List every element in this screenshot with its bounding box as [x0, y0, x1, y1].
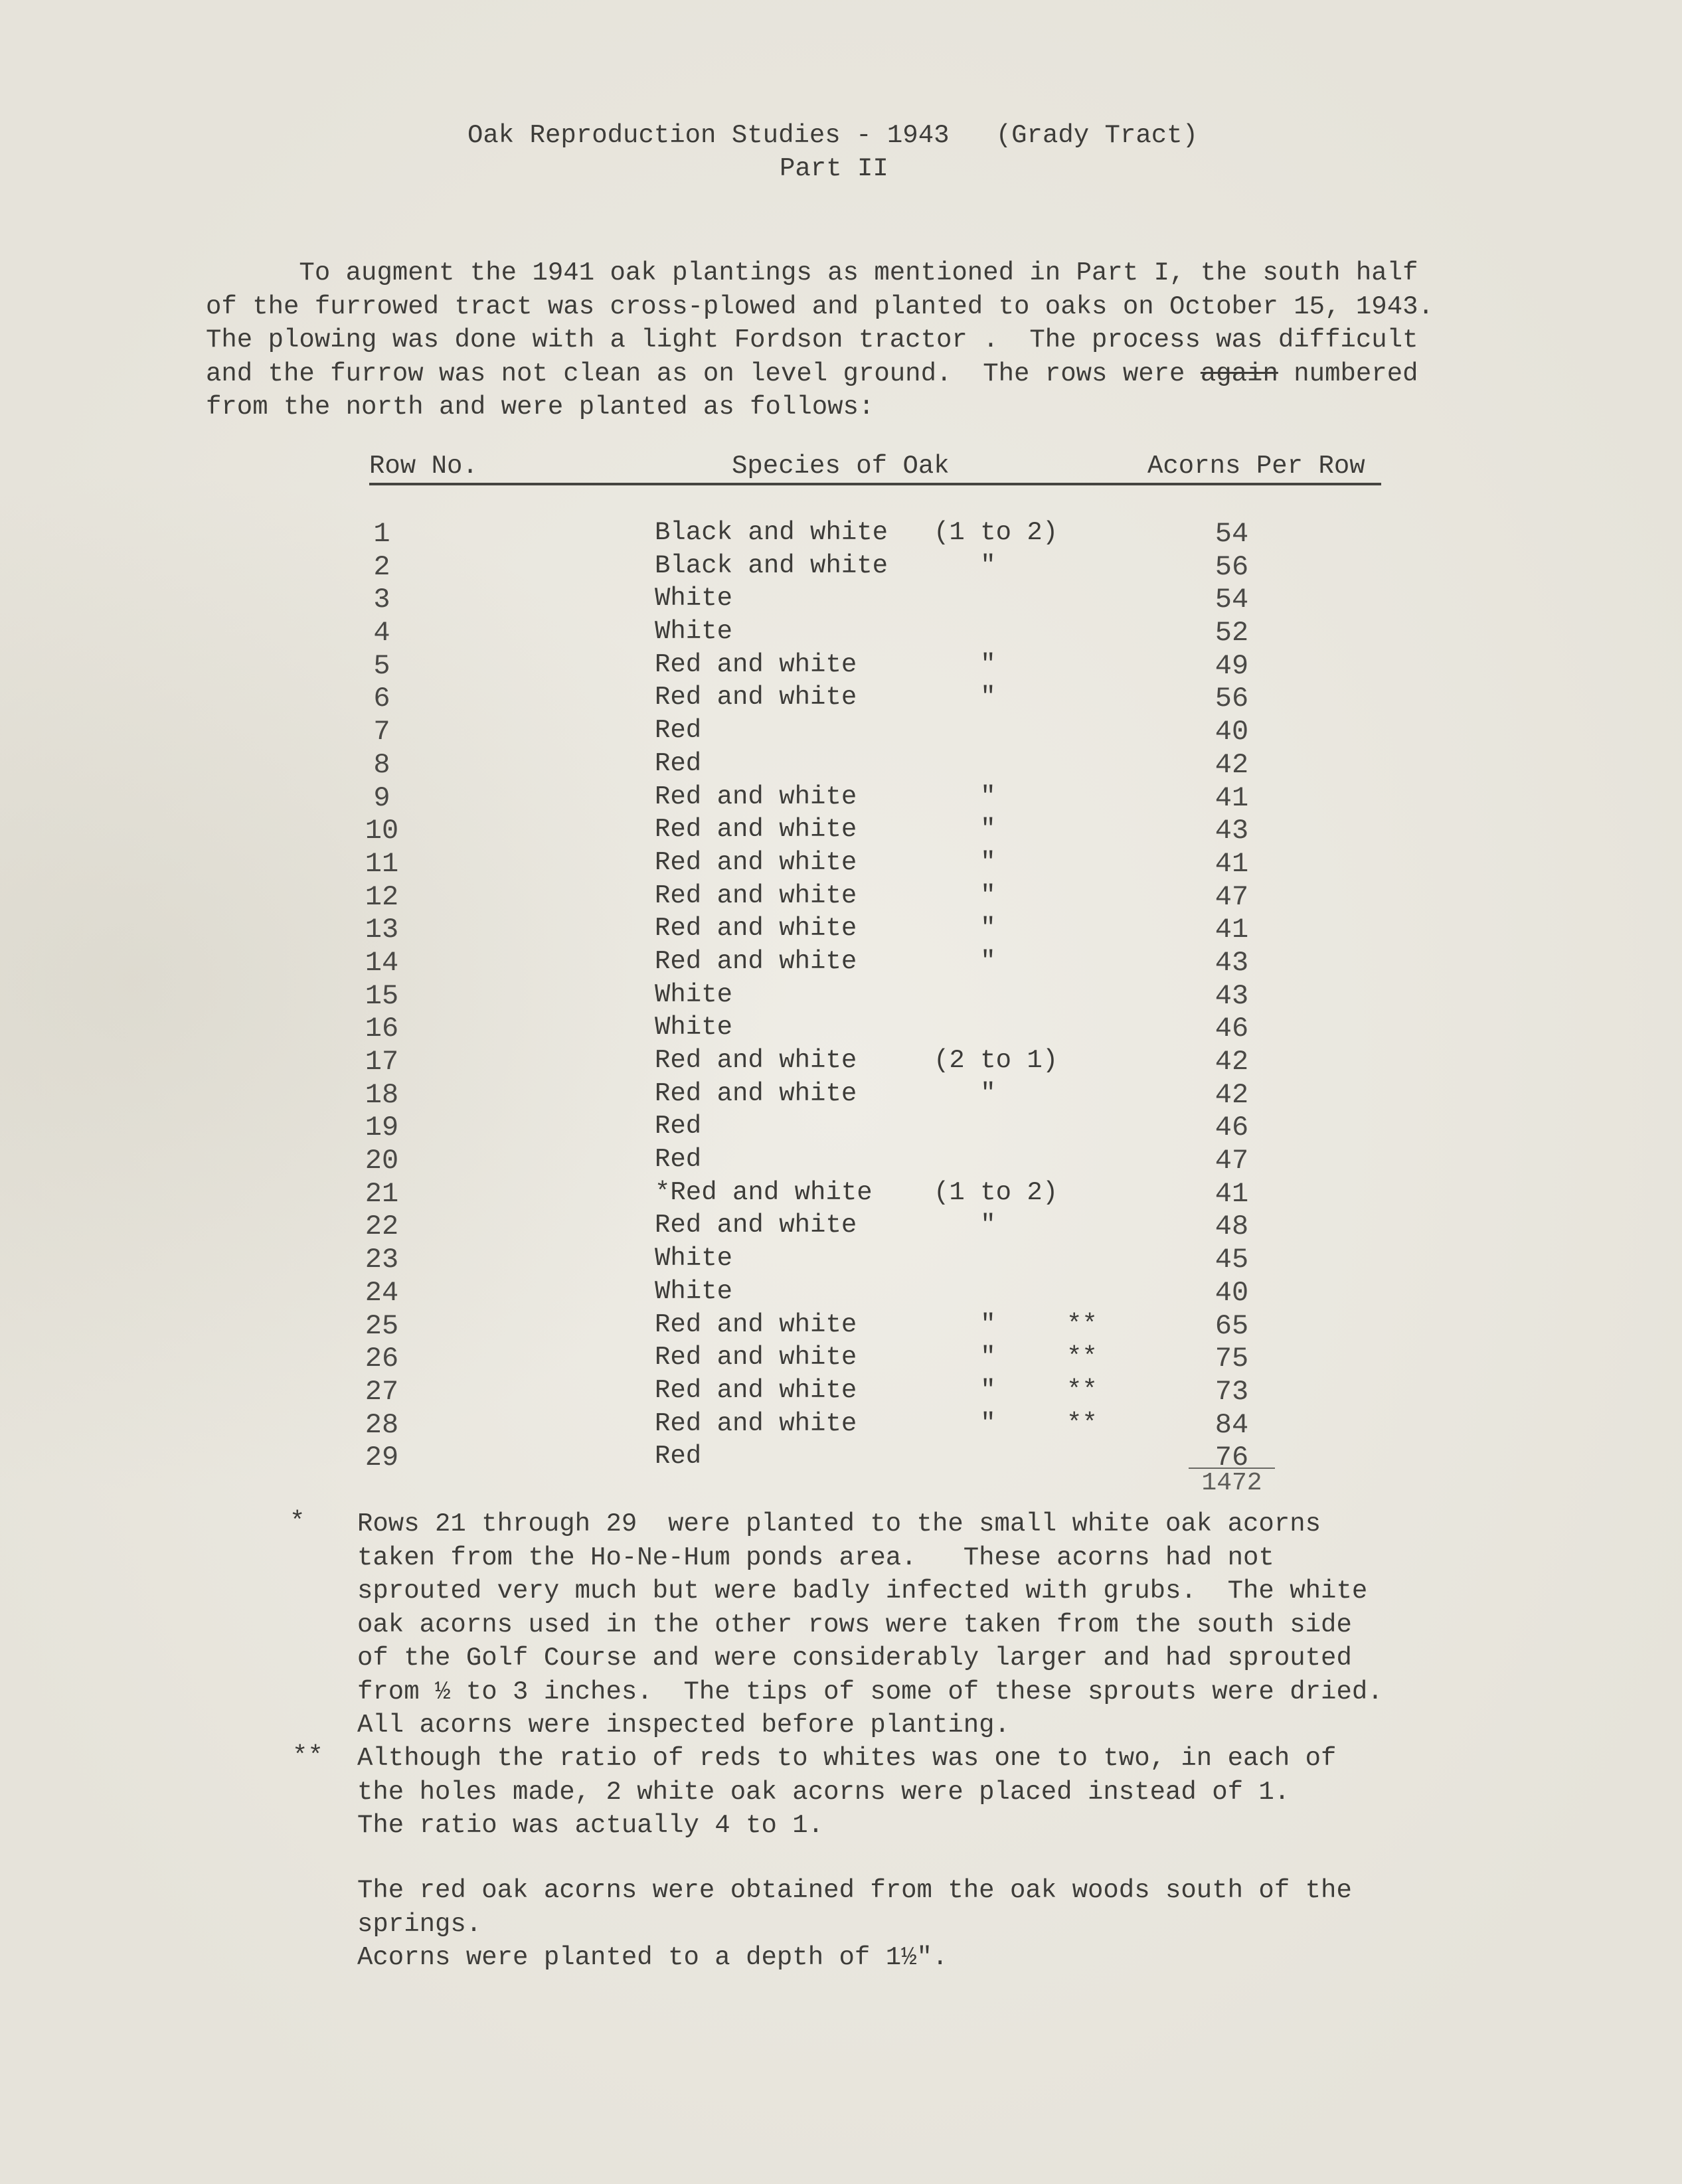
acorns-cell: 43: [1215, 815, 1249, 847]
note-line: the holes made, 2 white oak acorns were placed instead of 1.: [357, 1777, 1290, 1807]
row-number: 19: [365, 1112, 399, 1144]
table-row: [0, 782, 1682, 815]
ratio-cell: ": [934, 1375, 996, 1405]
note-line: All acorns were inspected before planting.: [357, 1711, 1010, 1740]
header-underline: [369, 483, 1381, 485]
row-number: 26: [365, 1343, 399, 1375]
row-number: 7: [373, 716, 390, 748]
row-number: 3: [373, 584, 390, 616]
table-row: [0, 1211, 1682, 1244]
acorns-cell: 54: [1215, 584, 1249, 616]
table-row: [0, 1277, 1682, 1310]
row-number: 24: [365, 1276, 399, 1309]
ratio-cell: (2 to 1): [934, 1046, 1058, 1075]
row-number: 23: [365, 1244, 399, 1276]
species-cell: Black and white: [655, 518, 888, 547]
intro-line: To augment the 1941 oak plantings as mentioned in Part I, the south half: [206, 258, 1418, 288]
row-number: 2: [373, 550, 390, 583]
ratio-cell: ": [934, 550, 996, 580]
acorns-cell: 43: [1215, 946, 1249, 979]
ratio-cell: ": [934, 1211, 996, 1240]
species-cell: White: [655, 1276, 733, 1306]
document-title: Oak Reproduction Studies - 1943 (Grady Tract): [467, 121, 1198, 150]
table-row: [0, 1442, 1682, 1475]
acorns-cell: 41: [1215, 847, 1249, 880]
row-number: 18: [365, 1078, 399, 1111]
row-number: 17: [365, 1046, 399, 1078]
table-row: [0, 1046, 1682, 1079]
acorns-cell: 56: [1215, 683, 1249, 715]
table-row: [0, 947, 1682, 980]
acorns-cell: 40: [1215, 716, 1249, 748]
row-number: 20: [365, 1145, 399, 1177]
ratio-cell: ": [934, 847, 996, 877]
acorns-cell: 47: [1215, 1145, 1249, 1177]
ratio-cell: ": [934, 815, 996, 845]
row-number: 22: [365, 1211, 399, 1243]
intro-line: of the furrowed tract was cross-plowed and planted to oaks on October 15, 1943.: [206, 292, 1434, 321]
row-number: 9: [373, 782, 390, 814]
note-line: springs.: [357, 1909, 482, 1939]
note-line: The ratio was actually 4 to 1.: [357, 1811, 824, 1840]
intro-line: The plowing was done with a light Fordson tractor . The process was difficult: [206, 325, 1418, 355]
acorns-cell: 40: [1215, 1276, 1249, 1309]
row-number: 21: [365, 1177, 399, 1210]
species-cell: White: [655, 979, 733, 1009]
table-row: [0, 1409, 1682, 1442]
table-row: [0, 1310, 1682, 1343]
row-number: 6: [373, 683, 390, 715]
additional-notes: [357, 1874, 1352, 1975]
species-cell: Red and white: [655, 649, 857, 679]
species-cell: Red and white: [655, 1078, 857, 1108]
acorns-cell: 43: [1215, 979, 1249, 1012]
table-row: [0, 1013, 1682, 1046]
note-line: oak acorns used in the other rows were taken from the south side: [357, 1610, 1352, 1639]
note-line: The red oak acorns were obtained from the oak woods south of the: [357, 1876, 1352, 1905]
table-row: [0, 848, 1682, 881]
note-line: of the Golf Course and were considerably larger and had sprouted: [357, 1643, 1352, 1673]
intro-paragraph: [206, 256, 1501, 424]
acorns-cell: 52: [1215, 617, 1249, 649]
ratio-cell: ": [934, 1078, 996, 1108]
note-cell: **: [1066, 1408, 1098, 1438]
species-cell: Red and white: [655, 1375, 857, 1405]
footnote-mark-single: *: [290, 1507, 305, 1537]
species-cell: Red and white: [655, 1408, 857, 1438]
row-number: 15: [365, 979, 399, 1012]
table-row: [0, 617, 1682, 650]
acorns-cell: 54: [1215, 518, 1249, 550]
acorns-cell: 49: [1215, 649, 1249, 682]
species-cell: Red and white: [655, 815, 857, 845]
species-cell: Red and white: [655, 1211, 857, 1240]
acorns-cell: 76: [1215, 1442, 1249, 1474]
row-number: 25: [365, 1309, 399, 1342]
row-number: 29: [365, 1442, 399, 1474]
table-row: [0, 650, 1682, 683]
table-row: [0, 980, 1682, 1013]
ratio-cell: ": [934, 782, 996, 811]
note-line: Although the ratio of reds to whites was one to two, in each of: [357, 1744, 1337, 1773]
header-acorns: Acorns Per Row: [1147, 452, 1365, 481]
species-cell: *Red and white: [655, 1177, 873, 1207]
table-row: [0, 551, 1682, 584]
row-number: 28: [365, 1408, 399, 1441]
species-cell: Red: [655, 716, 702, 746]
note-cell: **: [1066, 1375, 1098, 1405]
row-number: 4: [373, 617, 390, 649]
species-cell: Black and white: [655, 550, 888, 580]
acorns-cell: 65: [1215, 1309, 1249, 1342]
row-number: 12: [365, 881, 399, 913]
species-cell: White: [655, 617, 733, 647]
species-cell: Red and white: [655, 1309, 857, 1339]
intro-text: and the furrow was not clean as on level ground. The rows were: [206, 359, 1201, 388]
note-cell: **: [1066, 1309, 1098, 1339]
species-cell: Red and white: [655, 946, 857, 976]
ratio-cell: ": [934, 914, 996, 944]
planting-table: [0, 518, 1682, 1475]
table-row: [0, 1079, 1682, 1112]
species-cell: Red and white: [655, 914, 857, 944]
table-row: [0, 683, 1682, 716]
acorns-cell: 42: [1215, 748, 1249, 781]
acorns-cell: 41: [1215, 914, 1249, 946]
species-cell: Red and white: [655, 782, 857, 811]
header-row-no: Row No.: [369, 452, 478, 481]
row-number: 5: [373, 649, 390, 682]
species-cell: Red: [655, 1442, 702, 1471]
struck-word: again: [1200, 359, 1278, 388]
species-cell: Red and white: [655, 881, 857, 910]
table-row: [0, 1145, 1682, 1178]
acorns-cell: 73: [1215, 1375, 1249, 1408]
table-row: [0, 1376, 1682, 1409]
note-line: taken from the Ho-Ne-Hum ponds area. These acorns had not: [357, 1543, 1274, 1572]
document-subtitle: Part II: [780, 154, 888, 183]
row-number: 14: [365, 946, 399, 979]
note-line: Rows 21 through 29 were planted to the small white oak acorns: [357, 1509, 1321, 1539]
intro-line: from the north and were planted as follows:: [206, 392, 875, 422]
row-number: 1: [373, 518, 390, 550]
table-row: [0, 1343, 1682, 1376]
acorns-cell: 48: [1215, 1211, 1249, 1243]
table-row: [0, 716, 1682, 749]
acorns-cell: 46: [1215, 1013, 1249, 1045]
species-cell: White: [655, 1244, 733, 1274]
table-row: [0, 518, 1682, 551]
note-line: from ½ to 3 inches. The tips of some of these sprouts were dried.: [357, 1677, 1383, 1707]
species-cell: Red: [655, 1145, 702, 1175]
note-cell: **: [1066, 1343, 1098, 1373]
ratio-cell: ": [934, 1343, 996, 1373]
acorns-cell: 56: [1215, 550, 1249, 583]
acorns-cell: 42: [1215, 1046, 1249, 1078]
acorns-cell: 75: [1215, 1343, 1249, 1375]
row-number: 16: [365, 1013, 399, 1045]
ratio-cell: (1 to 2): [934, 518, 1058, 547]
intro-line: [206, 357, 1501, 391]
row-number: 11: [365, 847, 399, 880]
ratio-cell: ": [934, 1408, 996, 1438]
intro-text: numbered: [1278, 359, 1418, 388]
table-row: [0, 1112, 1682, 1145]
ratio-cell: ": [934, 946, 996, 976]
acorns-cell: 46: [1215, 1112, 1249, 1144]
table-row: [0, 881, 1682, 914]
species-cell: Red: [655, 1112, 702, 1141]
acorns-cell: 47: [1215, 881, 1249, 913]
row-number: 10: [365, 815, 399, 847]
ratio-cell: ": [934, 649, 996, 679]
note-line: sprouted very much but were badly infected with grubs. The white: [357, 1576, 1368, 1606]
row-number: 27: [365, 1375, 399, 1408]
species-cell: Red and white: [655, 847, 857, 877]
species-cell: Red and white: [655, 683, 857, 713]
acorns-cell: 84: [1215, 1408, 1249, 1441]
species-cell: Red and white: [655, 1343, 857, 1373]
acorns-cell: 41: [1215, 1177, 1249, 1210]
acorns-cell: 45: [1215, 1244, 1249, 1276]
ratio-cell: ": [934, 881, 996, 910]
row-number: 13: [365, 914, 399, 946]
header-species: Species of Oak: [732, 452, 950, 481]
ratio-cell: (1 to 2): [934, 1177, 1058, 1207]
species-cell: White: [655, 584, 733, 614]
species-cell: Red and white: [655, 1046, 857, 1075]
species-cell: Red: [655, 748, 702, 778]
table-row: [0, 914, 1682, 947]
table-row: [0, 749, 1682, 782]
footnote-mark-double: **: [292, 1742, 323, 1771]
species-cell: White: [655, 1013, 733, 1043]
ratio-cell: ": [934, 683, 996, 713]
table-row: [0, 1244, 1682, 1277]
note-line: Acorns were planted to a depth of 1½".: [357, 1943, 948, 1972]
footnote-single: [357, 1507, 1383, 1742]
ratio-cell: ": [934, 1309, 996, 1339]
acorns-total: 1472: [1201, 1469, 1262, 1497]
row-number: 8: [373, 748, 390, 781]
table-row: [0, 584, 1682, 617]
acorns-cell: 41: [1215, 782, 1249, 814]
table-row: [0, 815, 1682, 848]
acorns-cell: 42: [1215, 1078, 1249, 1111]
table-row: [0, 1178, 1682, 1211]
footnote-double: [357, 1742, 1336, 1843]
